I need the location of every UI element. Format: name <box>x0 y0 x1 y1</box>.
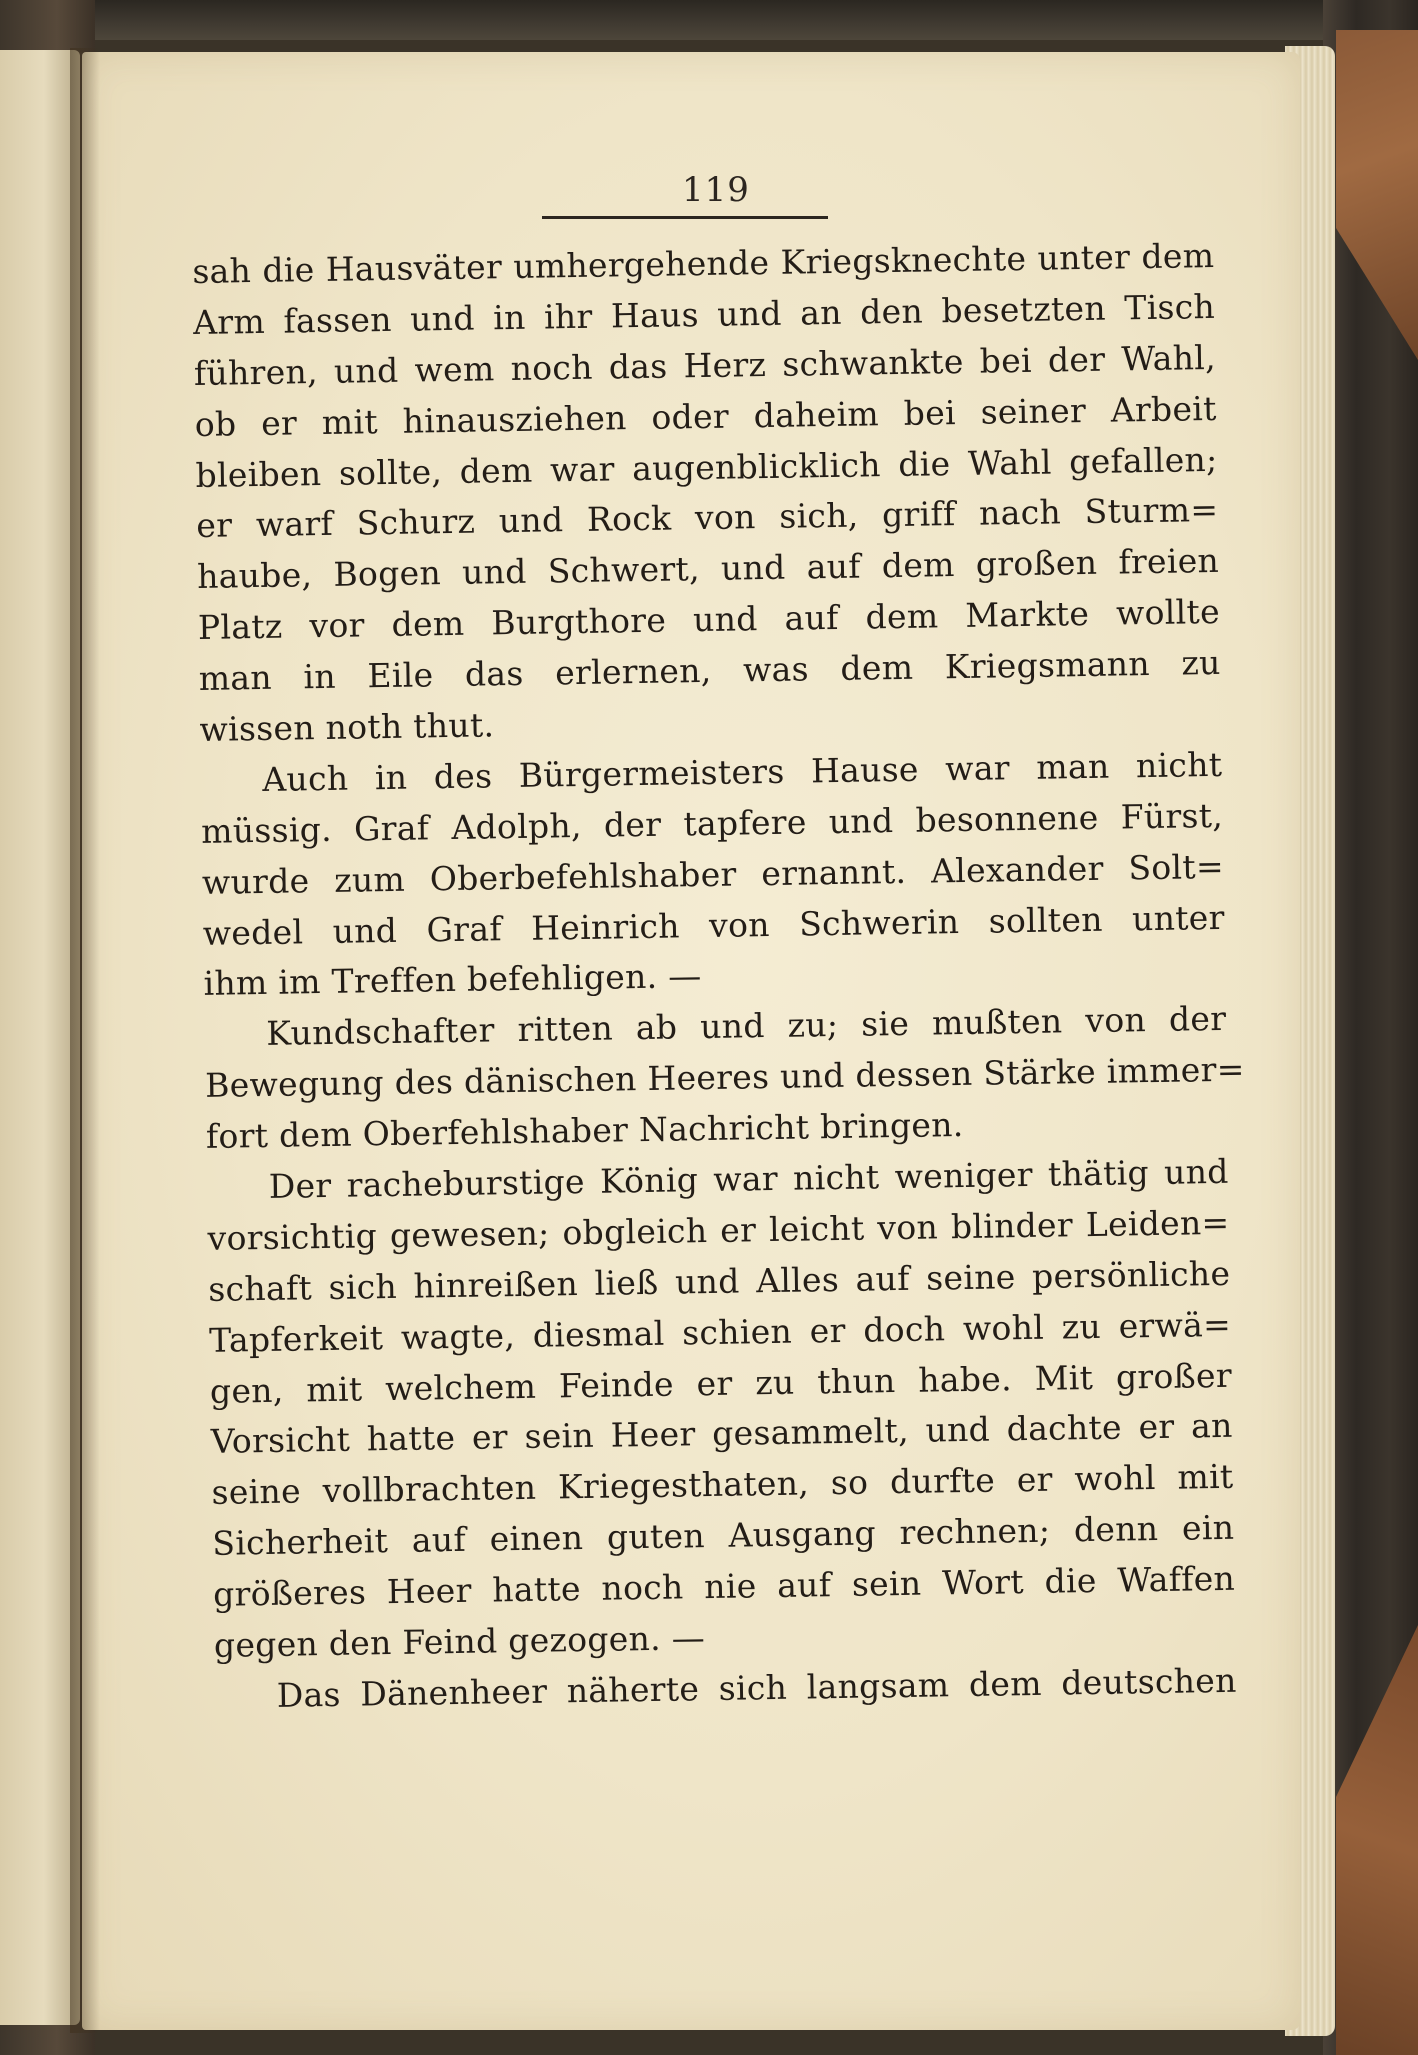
text-line: ob er mit hinausziehen oder daheim bei seiner Arbeit <box>194 388 1217 444</box>
gutter-shadow <box>70 48 100 2033</box>
text-line: gen, mit welchem Feinde er zu thun habe. Mit großer <box>209 1355 1233 1411</box>
text-line: man in Eile das erlernen, was dem Kriegsmann zu <box>198 643 1221 699</box>
text-line: führen, und wem noch das Herz schwankte bei der Wahl, <box>193 337 1217 393</box>
text-line: ihm im Treffen befehligen. — <box>203 956 702 1004</box>
text-line: seine vollbrachten Kriegesthaten, so durfte er wohl mit <box>211 1457 1234 1513</box>
text-line: müssig. Graf Adolph, der tapfere und besonnene Fürst, <box>200 795 1224 851</box>
text-line: Das Dänenheer näherte sich langsam dem deutschen <box>276 1660 1237 1715</box>
text-line: Sicherheit auf einen guten Ausgang rechnen; denn ein <box>212 1508 1235 1564</box>
text-line: Auch in des Bürgermeisters Hause war man nicht <box>262 744 1223 799</box>
facing-page-edge <box>0 50 80 2025</box>
text-line: wedel und Graf Heinrich von Schwerin sollten unter <box>202 897 1225 953</box>
text-line: Vorsicht hatte er sein Heer gesammelt, und dachte er an <box>210 1406 1233 1462</box>
text-line: bleiben sollte, dem war augenblicklich die Wahl gefallen; <box>195 439 1218 495</box>
text-line: Der racheburstige König war nicht weniger thätig und <box>268 1151 1229 1206</box>
text-line: vorsichtig gewesen; obgleich er leicht von blinder Leiden= <box>207 1202 1230 1258</box>
book-page <box>82 52 1300 2030</box>
text-line: schaft sich hinreißen ließ und Alles auf seine persönliche <box>208 1253 1231 1309</box>
text-line: größeres Heer hatte noch nie auf sein Wort die Waffen <box>212 1558 1236 1614</box>
page-number: 119 <box>682 170 750 210</box>
text-line: Bewegung des dänischen Heeres und dessen Stärke immer= <box>204 1049 1245 1106</box>
text-line: wissen noth thut. <box>199 705 495 749</box>
text-line: wurde zum Oberbefehlshaber ernannt. Alexander Solt= <box>201 846 1225 902</box>
text-line: Tapferkeit wagte, diesmal schien er doch wohl zu erwä= <box>208 1304 1232 1360</box>
book-cover-top <box>0 0 1418 40</box>
body-text <box>192 231 1245 1723</box>
text-line: Kundschafter ritten ab und zu; sie mußten von der <box>266 999 1227 1054</box>
text-line: sah die Hausväter umhergehende Kriegsknechte unter dem <box>192 235 1215 291</box>
text-line: Platz vor dem Burgthore und auf dem Markte wollte <box>197 592 1221 648</box>
text-line: gegen den Feind gezogen. — <box>213 1618 706 1665</box>
text-line: Arm fassen und in ihr Haus und an den besetzten Tisch <box>192 286 1216 342</box>
text-line: haube, Bogen und Schwert, und auf dem großen freien <box>196 541 1220 597</box>
text-line: fort dem Oberfehlshaber Nachricht bringen. <box>205 1105 964 1157</box>
text-line: er warf Schurz und Rock von sich, griff nach Sturm= <box>196 490 1219 546</box>
header-rule <box>542 216 828 219</box>
